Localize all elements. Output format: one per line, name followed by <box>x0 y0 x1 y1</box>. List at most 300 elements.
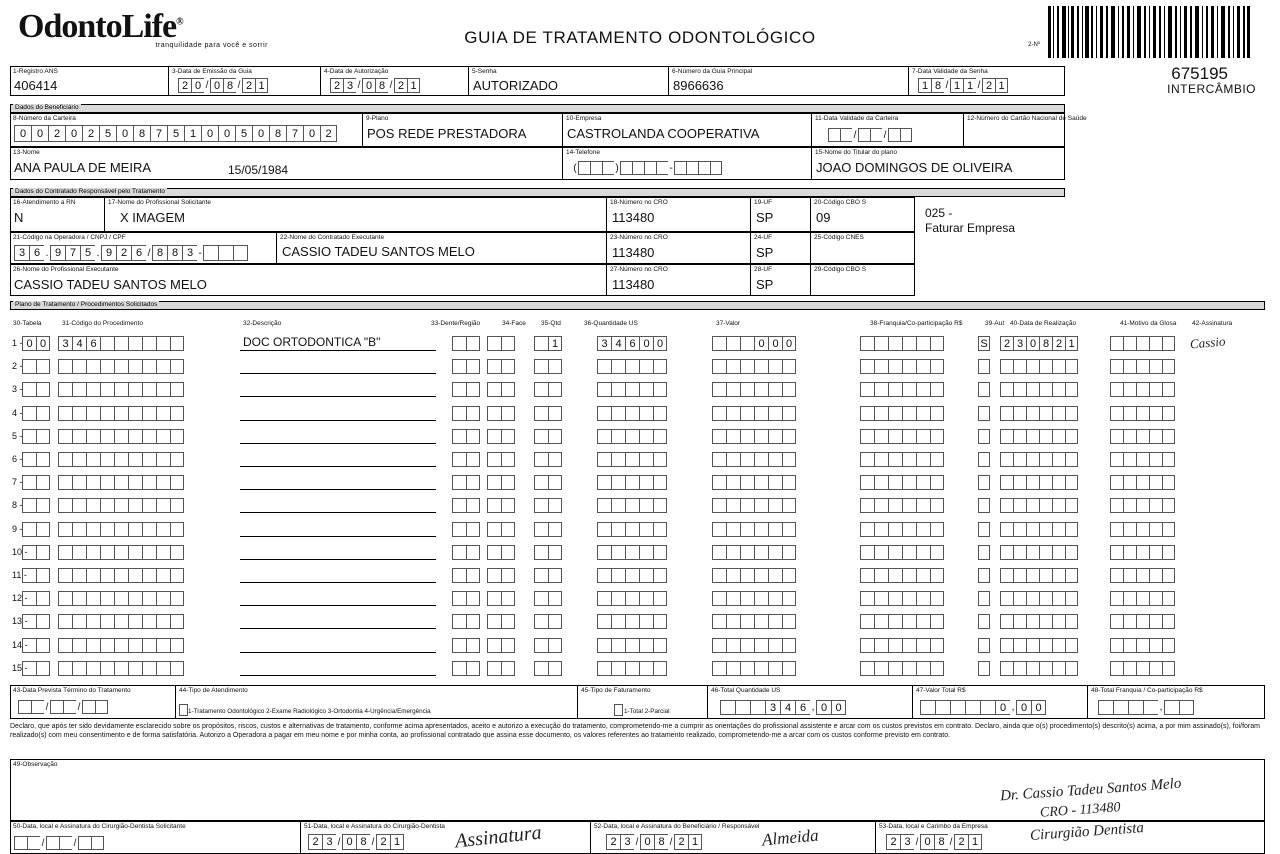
field-53-date-input[interactable]: 2 3 / 0 8 / 2 1 <box>886 834 982 850</box>
cell-data[interactable] <box>1000 406 1078 421</box>
stamp-line-1: Dr. Cassio Tadeu Santos Melo <box>999 775 1182 805</box>
row-number: 4 - <box>12 407 23 418</box>
cell-qtd_us[interactable] <box>597 382 667 397</box>
field-43-date-input[interactable]: / / <box>18 700 108 714</box>
cell-codigo[interactable] <box>58 661 184 676</box>
barcode-number: 675195 <box>1171 64 1228 83</box>
cell-data[interactable] <box>1000 429 1078 444</box>
cell-valor[interactable] <box>712 475 796 490</box>
cell-qtd[interactable] <box>534 568 562 583</box>
cell-qtd_us[interactable] <box>597 452 667 467</box>
field-10-label: 10-Empresa <box>566 115 602 122</box>
cell-aut[interactable] <box>978 614 990 629</box>
field-22-value[interactable]: CASSIO TADEU SANTOS MELO <box>282 244 475 259</box>
field-43-label: 43-Data Prevista Término do Tratamento <box>13 687 131 694</box>
cell-dente2[interactable] <box>452 429 480 444</box>
row-number: 15 - <box>12 662 28 673</box>
cell-franq[interactable] <box>860 359 944 374</box>
field-10-value[interactable]: CASTROLANDA COOPERATIVA <box>567 126 760 141</box>
cell-glosa[interactable] <box>1110 498 1175 513</box>
field-45-input[interactable] <box>614 704 623 716</box>
field-8-card-number-input[interactable]: 0 0 2 0 2 5 0 8 7 5 1 0 0 5 0 8 7 0 2 <box>14 125 337 142</box>
cell-franq[interactable] <box>860 568 944 583</box>
cell-aut[interactable] <box>978 638 990 653</box>
cell-dente2[interactable] <box>452 406 480 421</box>
cell-dente2[interactable] <box>452 522 480 537</box>
cell-valor[interactable] <box>712 614 796 629</box>
cell-valor[interactable] <box>712 568 796 583</box>
cell-qtd_us[interactable] <box>597 359 667 374</box>
cell-glosa[interactable] <box>1110 568 1175 583</box>
field-13-label: 13-Nome <box>13 149 40 156</box>
cell-tabela[interactable] <box>22 545 50 560</box>
barcode-subtitle: INTERCÂMBIO <box>1167 82 1256 96</box>
row-number: 14 - <box>12 639 28 650</box>
cell-glosa[interactable] <box>1110 591 1175 606</box>
cell-valor[interactable] <box>712 661 796 676</box>
field-44-input[interactable] <box>179 704 188 716</box>
cell-aut[interactable] <box>978 475 990 490</box>
cell-qtd[interactable] <box>534 661 562 676</box>
field-50-label: 50-Data, local e Assinatura do Cirurgião-Dentista Solicitante <box>13 823 186 830</box>
row-number: 3 - <box>12 384 23 395</box>
cell-qtd_us[interactable] <box>597 568 667 583</box>
cell-aut[interactable] <box>978 498 990 513</box>
col-31-header: 31-Código do Procedimento <box>62 320 143 327</box>
cell-face[interactable] <box>487 475 515 490</box>
cell-dente2[interactable] <box>452 452 480 467</box>
field-49-label: 49-Observação <box>13 761 58 768</box>
row-number: 10 - <box>12 546 28 557</box>
cell-face[interactable] <box>487 614 515 629</box>
field-23-value[interactable]: 113480 <box>612 245 655 260</box>
cell-glosa[interactable] <box>1110 452 1175 467</box>
field-27-value[interactable]: 113480 <box>612 277 655 292</box>
field-29-label: 29-Código CBO S <box>814 266 867 273</box>
cell-data[interactable] <box>1000 475 1078 490</box>
row-number: 8 - <box>12 500 23 511</box>
cell-qtd[interactable] <box>534 382 562 397</box>
cell-qtd[interactable] <box>534 591 562 606</box>
col-40-header: 40-Data de Realização <box>1010 320 1077 327</box>
row-signature: Cassio <box>1189 333 1226 352</box>
row-number: 2 - <box>12 361 23 372</box>
cell-glosa[interactable] <box>1110 638 1175 653</box>
description-line[interactable] <box>240 628 436 629</box>
field-26-label: 26-Nome do Profissional Executante <box>13 266 119 273</box>
cell-qtd_us[interactable] <box>597 429 667 444</box>
field-6-value[interactable]: 8966636 <box>673 78 724 93</box>
field-27-label: 27-Número no CRO <box>610 266 668 273</box>
field-21-label: 21-Código na Operadora / CNPJ / CPF <box>13 234 126 241</box>
cell-tabela[interactable] <box>22 522 50 537</box>
field-28-value[interactable]: SP <box>756 277 774 292</box>
cell-tabela[interactable] <box>22 638 50 653</box>
cell-dente2[interactable] <box>452 475 480 490</box>
cell-dente2[interactable] <box>452 498 480 513</box>
cell-qtd_us[interactable] <box>597 638 667 653</box>
cell-tabela[interactable] <box>22 475 50 490</box>
cell-face[interactable] <box>487 382 515 397</box>
row-number: 1 - <box>12 338 23 348</box>
description-line[interactable] <box>240 489 436 490</box>
cell-face[interactable] <box>487 359 515 374</box>
field-11-date-input[interactable]: / / <box>828 128 912 142</box>
col-42-header: 42-Assinatura <box>1192 320 1233 327</box>
field-3-label: 3-Data de Emissão da Guia <box>172 68 252 75</box>
cell-qtd[interactable] <box>534 359 562 374</box>
col-36-header: 36-Quantidade US <box>584 320 638 327</box>
description-line[interactable] <box>240 396 436 397</box>
cell-qtd_us[interactable] <box>597 406 667 421</box>
cell-face[interactable] <box>487 522 515 537</box>
stamp-line-3: Cirurgião Dentista <box>1029 820 1145 844</box>
cell-qtd_us[interactable] <box>597 614 667 629</box>
row-number: 13 - <box>12 616 28 627</box>
field-51-label: 51-Data, local e Assinatura do Cirurgião-Dentista <box>304 823 445 830</box>
cell-aut[interactable]: S <box>978 336 990 351</box>
cell-face[interactable] <box>487 336 515 351</box>
cell-qtd[interactable] <box>534 522 562 537</box>
cell-glosa[interactable] <box>1110 522 1175 537</box>
cell-codigo[interactable] <box>58 406 184 421</box>
cell-glosa[interactable] <box>1110 359 1175 374</box>
cell-data[interactable]: 2 3 0 8 2 1 <box>1000 336 1078 351</box>
cell-data[interactable] <box>1000 452 1078 467</box>
cell-face[interactable] <box>487 568 515 583</box>
cell-qtd_us[interactable] <box>597 661 667 676</box>
cell-franq[interactable] <box>860 452 944 467</box>
section-contractor-band <box>10 188 1065 197</box>
field-22-label: 22-Nome do Contratado Executante <box>280 234 385 241</box>
col-39-header: 39-Aut <box>985 320 1005 327</box>
field-24-value[interactable]: SP <box>756 245 774 260</box>
cell-dente2[interactable] <box>452 568 480 583</box>
cell-qtd_us[interactable] <box>597 475 667 490</box>
cell-valor[interactable] <box>712 522 796 537</box>
cell-codigo[interactable] <box>58 522 184 537</box>
row-number: 9 - <box>12 523 23 534</box>
description-line[interactable] <box>240 675 436 676</box>
cell-franq[interactable] <box>860 336 944 351</box>
cell-codigo[interactable]: 3 4 6 <box>58 336 184 351</box>
cell-qtd[interactable] <box>534 614 562 629</box>
cell-franq[interactable] <box>860 545 944 560</box>
cell-franq[interactable] <box>860 522 944 537</box>
signature-dentist: Assinatura <box>454 821 543 853</box>
cell-franq[interactable] <box>860 406 944 421</box>
cell-valor[interactable] <box>712 359 796 374</box>
cell-data[interactable] <box>1000 498 1078 513</box>
field-51-date-input[interactable]: 2 3 / 0 8 / 2 1 <box>308 834 404 850</box>
col-34-header: 34-Face <box>502 320 526 327</box>
field-1-label: 1-Registro ANS <box>13 68 58 75</box>
cell-data[interactable] <box>1000 614 1078 629</box>
cell-valor[interactable] <box>712 498 796 513</box>
cell-dente2[interactable] <box>452 336 480 351</box>
cell-glosa[interactable] <box>1110 406 1175 421</box>
cell-franq[interactable] <box>860 475 944 490</box>
field-17-value[interactable]: X IMAGEM <box>120 210 186 225</box>
section-treatment-title: Plano de Tratamento / Procedimentos Solicitados <box>15 301 158 308</box>
brand-logo <box>18 8 268 54</box>
col-33-header: 33-Dente/Região <box>431 320 481 327</box>
field-12-label: 12-Número do Cartão Nacional de Saúde <box>967 115 1087 122</box>
section-beneficiary-title: Dados do Beneficiário <box>15 104 79 111</box>
cell-dente2[interactable] <box>452 382 480 397</box>
cell-dente2[interactable] <box>452 359 480 374</box>
description-line[interactable] <box>240 420 436 421</box>
description-line[interactable] <box>240 559 436 560</box>
field-11-label: 11-Data Validade da Carteira <box>815 115 899 122</box>
cell-data[interactable] <box>1000 638 1078 653</box>
cell-glosa[interactable] <box>1110 336 1175 351</box>
field-25-label: 25-Código CNES <box>814 234 864 241</box>
field-4-date-input[interactable]: 2 3 / 0 8 / 2 1 <box>330 78 420 93</box>
field-13-value[interactable]: ANA PAULA DE MEIRA <box>14 160 152 175</box>
cell-tabela[interactable] <box>22 568 50 583</box>
field-15-label: 15-Nome do Titular do plano <box>815 149 898 156</box>
field-44-options: 1-Tratamento Odontológico 2-Exame Radiológico 3-Ortodontia 4-Urgência/Emergência <box>188 708 431 715</box>
cell-aut[interactable] <box>978 429 990 444</box>
cell-dente2[interactable] <box>452 661 480 676</box>
row-number: 5 - <box>12 430 23 441</box>
cell-franq[interactable] <box>860 614 944 629</box>
cell-aut[interactable] <box>978 568 990 583</box>
cell-aut[interactable] <box>978 591 990 606</box>
field-52-label: 52-Data, local e Assinatura do Beneficiário / Responsável <box>594 823 760 830</box>
field-26-value[interactable]: CASSIO TADEU SANTOS MELO <box>14 277 207 292</box>
section-contractor-title: Dados do Contratado Responsável pelo Tratamento <box>15 188 165 195</box>
description-line[interactable] <box>240 443 436 444</box>
cell-franq[interactable] <box>860 382 944 397</box>
field-20-label: 20-Código CBO S <box>814 199 867 206</box>
description-line[interactable] <box>240 536 436 537</box>
cell-valor[interactable]: 0 0 0 <box>712 336 796 351</box>
col-35-header: 35-Qtd <box>541 320 561 327</box>
cell-face[interactable] <box>487 661 515 676</box>
cell-valor[interactable] <box>712 429 796 444</box>
cell-glosa[interactable] <box>1110 429 1175 444</box>
cell-tabela[interactable] <box>22 359 50 374</box>
cell-franq[interactable] <box>860 638 944 653</box>
cell-aut[interactable] <box>978 406 990 421</box>
row-number: 12 - <box>12 593 28 604</box>
field-9-value[interactable]: POS REDE PRESTADORA <box>367 126 527 141</box>
cell-glosa[interactable] <box>1110 545 1175 560</box>
field-45-label: 45-Tipo de Faturamento <box>581 687 651 694</box>
cell-data[interactable] <box>1000 661 1078 676</box>
cell-data[interactable] <box>1000 359 1078 374</box>
field-50-date-input[interactable]: / / <box>14 836 104 850</box>
cell-aut[interactable] <box>978 359 990 374</box>
description-line[interactable] <box>240 605 436 606</box>
cell-codigo[interactable] <box>58 475 184 490</box>
cell-face[interactable] <box>487 452 515 467</box>
field-8-label: 8-Número da Carteira <box>13 115 76 122</box>
procedure-description[interactable]: DOC ORTODONTICA "B" <box>243 335 381 349</box>
cell-qtd[interactable] <box>534 406 562 421</box>
cell-qtd_us[interactable] <box>597 591 667 606</box>
field-9-label: 9-Plano <box>366 115 389 122</box>
cell-codigo[interactable] <box>58 359 184 374</box>
cell-face[interactable] <box>487 545 515 560</box>
logo-tagline: tranquilidade para você e sorrir <box>155 42 268 49</box>
field-7-label: 7-Data Validade da Senha <box>912 68 988 75</box>
field-19-label: 19-UF <box>754 199 773 206</box>
declaration-text: Declaro, que após ter sido devidamente esclarecido sobre os propósitos, riscos, custos e alternativas de tratamento, conforme acima apresentados, aceito e autorizo a execução do tratamento, comprometendo-me a cumprir as orientações do profissional assistente e arcar com os custos previstos em contrato. Declaro, ainda que o(s) procedimento(s) descrito(s) acima, a por mim assinado(s), foi/foram realizado(s) com meu consentimento e de forma satisfatória. Autorizo a Operadora a pagar em meu nome e por minha conta, ao profissional contratado que assina esse documento, os valores referentes ao tratamento realizado, comprometendo-me a arcar com os custos conforme previsto em contrato. <box>10 723 1260 739</box>
cell-tabela[interactable] <box>22 661 50 676</box>
field-16-value[interactable]: N <box>14 210 24 225</box>
col-38-header: 38-Franquia/Co-participação R$ <box>870 320 963 327</box>
cell-face[interactable] <box>487 591 515 606</box>
cell-qtd_us[interactable] <box>597 522 667 537</box>
cell-dente2[interactable] <box>452 591 480 606</box>
cell-face[interactable] <box>487 406 515 421</box>
row-number: 7 - <box>12 477 23 488</box>
cell-face[interactable] <box>487 429 515 444</box>
field-7-date-input[interactable]: 1 8 / 1 1 / 2 1 <box>918 78 1008 93</box>
stamp-line-2: CRO - 113480 <box>1039 800 1122 821</box>
cell-aut[interactable] <box>978 452 990 467</box>
cell-qtd[interactable] <box>534 638 562 653</box>
description-line[interactable] <box>240 652 436 653</box>
cell-qtd[interactable]: 1 <box>534 336 562 351</box>
field-5-value[interactable]: AUTORIZADO <box>473 78 558 93</box>
description-line[interactable] <box>240 373 436 374</box>
cell-data[interactable] <box>1000 382 1078 397</box>
row-number: 11 - <box>12 570 27 580</box>
cell-glosa[interactable] <box>1110 382 1175 397</box>
cell-valor[interactable] <box>712 382 796 397</box>
cell-glosa[interactable] <box>1110 614 1175 629</box>
field-19-value[interactable]: SP <box>756 210 774 225</box>
cell-data[interactable] <box>1000 522 1078 537</box>
cell-face[interactable] <box>487 638 515 653</box>
cell-franq[interactable] <box>860 661 944 676</box>
cell-valor[interactable] <box>712 406 796 421</box>
field-46-label: 46-Total Quantidade US <box>711 687 781 694</box>
field-13-birthdate[interactable]: 15/05/1984 <box>228 163 289 177</box>
barcode-image <box>1046 6 1252 58</box>
field-4-label: 4-Data de Autorização <box>324 68 389 75</box>
cell-dente2[interactable] <box>452 614 480 629</box>
cell-qtd[interactable] <box>534 429 562 444</box>
field-47-input[interactable]: 0 , 0 0 <box>920 700 1046 715</box>
logo-text: OdontoLife <box>18 8 177 45</box>
cell-qtd_us[interactable] <box>597 498 667 513</box>
field-47-label: 47-Valor Total R$ <box>916 687 966 694</box>
cell-tabela[interactable] <box>22 614 50 629</box>
cell-codigo[interactable] <box>58 429 184 444</box>
description-line[interactable] <box>240 466 436 467</box>
field-21-cnpj-input[interactable]: 3 6 . 9 7 5 . 9 2 6 / 8 8 3 - <box>14 245 248 261</box>
cell-tabela[interactable] <box>22 382 50 397</box>
description-line[interactable] <box>240 350 436 351</box>
field-14-label: 14-Telefone <box>566 149 600 156</box>
field-1-value[interactable]: 406414 <box>14 78 58 93</box>
cell-qtd_us[interactable]: 3 4 6 0 0 <box>597 336 667 351</box>
cell-franq[interactable] <box>860 429 944 444</box>
row-number: 6 - <box>12 454 23 464</box>
col-32-header: 32-Descrição <box>243 320 282 327</box>
cell-dente2[interactable] <box>452 638 480 653</box>
cell-tabela[interactable]: 0 0 <box>22 336 50 351</box>
cell-valor[interactable] <box>712 545 796 560</box>
cell-codigo[interactable] <box>58 614 184 629</box>
cell-tabela[interactable] <box>22 498 50 513</box>
cell-qtd_us[interactable] <box>597 545 667 560</box>
field-15-value[interactable]: JOAO DOMINGOS DE OLIVEIRA <box>816 160 1013 175</box>
cell-qtd[interactable] <box>534 498 562 513</box>
cell-codigo[interactable] <box>58 382 184 397</box>
field-18-value[interactable]: 113480 <box>612 210 655 225</box>
field-48-label: 48-Total Franquia / Co-participação R$ <box>1091 687 1203 694</box>
cell-tabela[interactable] <box>22 591 50 606</box>
cell-qtd[interactable] <box>534 475 562 490</box>
cell-codigo[interactable] <box>58 568 184 583</box>
cell-dente2[interactable] <box>452 545 480 560</box>
cell-tabela[interactable] <box>22 452 50 467</box>
field-6-label: 6-Número da Guia Principal <box>672 68 753 75</box>
field-5-label: 5-Senha <box>472 68 497 75</box>
cell-aut[interactable] <box>978 382 990 397</box>
field-44-label: 44-Tipo de Atendimento <box>179 687 248 694</box>
field-3-date-input[interactable]: 2 0 / 0 8 / 2 1 <box>178 78 268 93</box>
cell-valor[interactable] <box>712 452 796 467</box>
cell-data[interactable] <box>1000 545 1078 560</box>
side-note-line2: Faturar Empresa <box>925 221 1016 235</box>
field-17-label: 17-Nome do Profissional Solicitante <box>108 199 211 206</box>
cell-data[interactable] <box>1000 568 1078 583</box>
section-beneficiary-band <box>10 104 1065 113</box>
cell-codigo[interactable] <box>58 545 184 560</box>
cell-tabela[interactable] <box>22 429 50 444</box>
cell-glosa[interactable] <box>1110 661 1175 676</box>
field-23-label: 23-Número no CRO <box>610 234 668 241</box>
col-37-header: 37-Valor <box>716 320 741 327</box>
field-46-input[interactable]: 3 4 6 , 0 0 <box>720 700 846 715</box>
cell-data[interactable] <box>1000 591 1078 606</box>
cell-glosa[interactable] <box>1110 475 1175 490</box>
cell-tabela[interactable] <box>22 406 50 421</box>
cell-aut[interactable] <box>978 661 990 676</box>
cell-codigo[interactable] <box>58 591 184 606</box>
field-20-value[interactable]: 09 <box>816 210 831 225</box>
cell-valor[interactable] <box>712 638 796 653</box>
field-14-phone-input[interactable]: ( ) - <box>572 161 722 175</box>
cell-qtd[interactable] <box>534 545 562 560</box>
cell-aut[interactable] <box>978 545 990 560</box>
cell-valor[interactable] <box>712 591 796 606</box>
cell-qtd[interactable] <box>534 452 562 467</box>
registered-mark-icon: ® <box>176 16 183 28</box>
cell-face[interactable] <box>487 498 515 513</box>
side-note-line1: 025 - <box>925 206 953 220</box>
field-52-date-input[interactable]: 2 3 / 0 8 / 2 1 <box>606 834 702 850</box>
field-48-input[interactable]: , <box>1098 700 1194 715</box>
cell-codigo[interactable] <box>58 498 184 513</box>
cell-aut[interactable] <box>978 522 990 537</box>
cell-franq[interactable] <box>860 498 944 513</box>
field-18-label: 18-Número no CRO <box>610 199 668 206</box>
description-line[interactable] <box>240 512 436 513</box>
cell-codigo[interactable] <box>58 452 184 467</box>
cell-franq[interactable] <box>860 591 944 606</box>
cell-codigo[interactable] <box>58 638 184 653</box>
description-line[interactable] <box>240 582 436 583</box>
field-45-options: 1-Total 2-Parcial <box>624 708 670 715</box>
